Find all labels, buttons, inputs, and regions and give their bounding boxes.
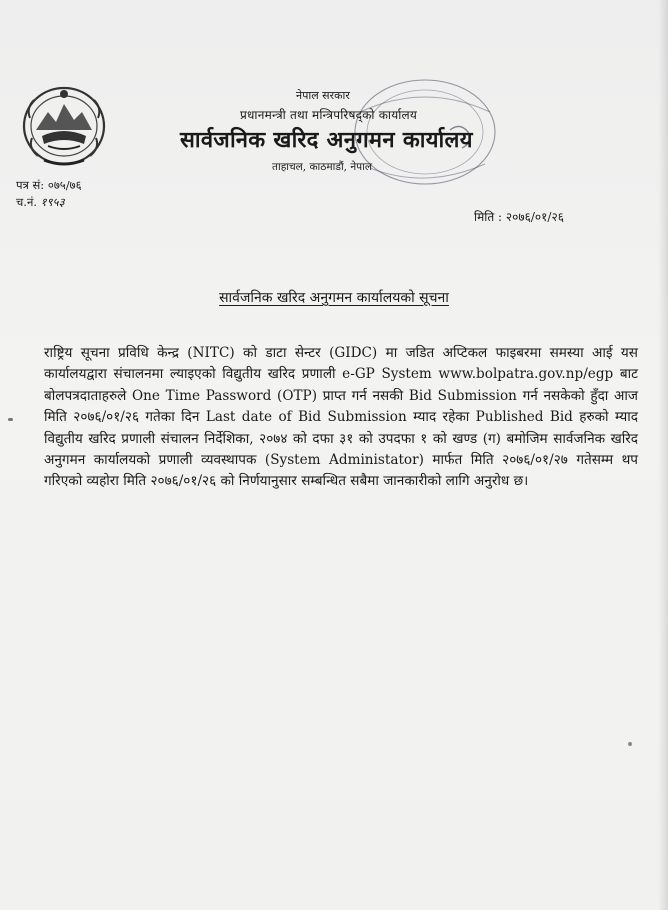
patra-label: पत्र सं: [16,178,45,192]
chalani-value: १९५३ [40,195,65,209]
scan-speck [8,418,13,421]
notice-title: सार्वजनिक खरिद अनुगमन कार्यालयको सूचना [219,290,449,306]
notice-body: राष्ट्रिय सूचना प्रविधि केन्द्र (NITC) को डाटा सेन्टर (GIDC) मा जडित अप्टिकल फाइबरमा समस्या आई यस कार्यालयद्वारा संचालनमा ल्याइएको विद्युतीय खरिद प्रणाली e-GP System www.bolpatra.gov.np/egp बाट बोलपत्रदाताहरुले One Time Password (OTP) प्राप्त गर्न नसकी Bid Submission गर्न नसकेको हुँदा आज मिति २०७६/०१/२६ गतेका दिन Last date of Bid Submission म्याद रहेका Published Bid हरुको म्याद विद्युतीय खरिद प्रणाली संचालन निर्देशिका, २०७४ को दफा ३१ को उपदफा १ को खण्ड (ग) बमोजिम सार्वजनिक खरिद अनुगमन कार्यालयको प्रणाली व्यवस्थापक (System Administator) मार्फत मिति २०७६/०१/२७ गतेसम्म थप गरिएको व्यहोरा मिति २०७६/०१/२६ को निर्णयानुसार सम्बन्धित सबैमा जानकारीको लागि अनुरोध छ। [44,345,638,490]
ministry-name: प्रधानमन्त्री तथा मन्त्रिपरिषद्को कार्यालय [240,108,418,122]
patra-sankhya [16,177,82,194]
nepal-emblem-icon [18,78,110,170]
government-name: नेपाल सरकार [296,89,350,102]
date-value: २०७६/०१/२६ [505,210,564,224]
scan-speck [628,742,632,746]
reference-numbers [16,177,82,211]
office-address: ताहाचल, काठमाडौं, नेपाल [272,161,372,173]
chalani-label: च.नं. [16,195,37,209]
letterhead [150,70,590,190]
page-shadow-edge [658,0,668,910]
chalani-number [16,194,82,211]
patra-value: ०७५/७६ [47,178,82,192]
date-label: मिति : [474,210,503,224]
date-line [474,208,564,225]
office-title: सार्वजनिक खरिद अनुगमन कार्यालय [180,127,473,153]
